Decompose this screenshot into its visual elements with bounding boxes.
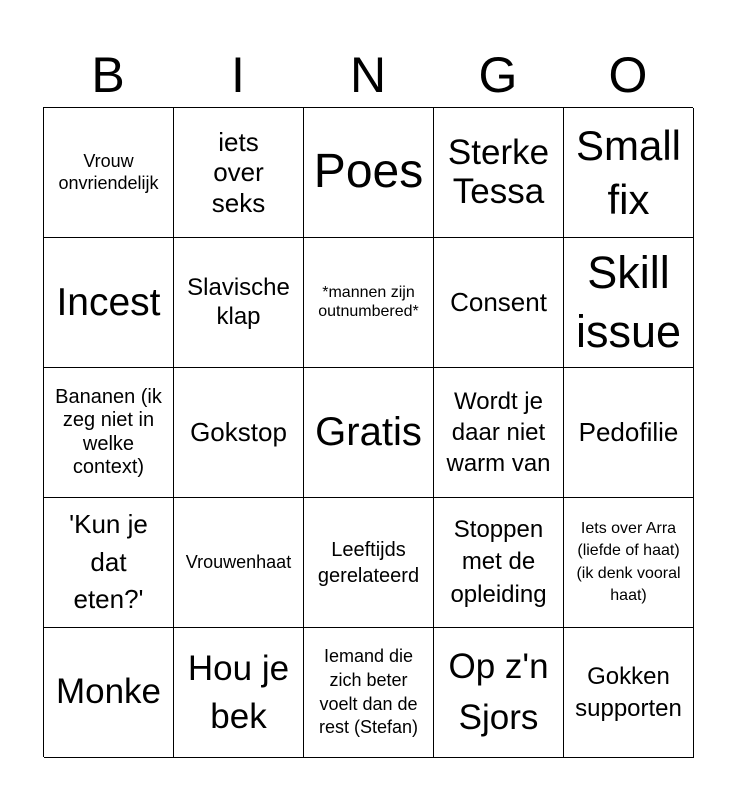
bingo-cell[interactable]: Op z'n Sjors — [434, 628, 564, 758]
bingo-cell[interactable]: Vrouwenhaat — [174, 498, 304, 628]
bingo-cell[interactable]: Hou je bek — [174, 628, 304, 758]
bingo-cell[interactable]: Consent — [434, 238, 564, 368]
header-letter-g: G — [478, 47, 518, 103]
bingo-cell[interactable]: Iets over Arra (liefde of haat) (ik denk vooral haat) — [564, 498, 694, 628]
bingo-grid — [43, 107, 693, 757]
bingo-cell[interactable]: Monke — [44, 628, 174, 758]
bingo-cell[interactable]: Vrouw onvriendelijk — [44, 108, 174, 238]
bingo-cell[interactable]: Small fix — [564, 108, 694, 238]
header-letter-b: B — [91, 47, 125, 103]
bingo-cell[interactable]: Stoppen met de opleiding — [434, 498, 564, 628]
bingo-cell[interactable]: Pedofilie — [564, 368, 694, 498]
bingo-cell[interactable]: Gratis — [304, 368, 434, 498]
bingo-cell[interactable]: Skill issue — [564, 238, 694, 368]
bingo-cell[interactable]: 'Kun je dat eten?' — [44, 498, 174, 628]
bingo-cell[interactable]: Bananen (ik zeg niet in welke context) — [44, 368, 174, 498]
header-letter-n: N — [349, 47, 387, 103]
header-letter-i: I — [231, 47, 245, 103]
bingo-cell[interactable]: *mannen zijn outnumbered* — [304, 238, 434, 368]
header-letter-o: O — [608, 47, 648, 103]
bingo-header — [43, 44, 693, 106]
bingo-cell[interactable]: Incest — [44, 238, 174, 368]
bingo-cell[interactable]: Poes — [304, 108, 434, 238]
bingo-cell[interactable]: Gokken supporten — [564, 628, 694, 758]
bingo-cell[interactable]: Gokstop — [174, 368, 304, 498]
bingo-cell[interactable]: iets over seks — [174, 108, 304, 238]
bingo-cell[interactable]: Slavische klap — [174, 238, 304, 368]
bingo-cell[interactable]: Iemand die zich beter voelt dan de rest (Stefan) — [304, 628, 434, 758]
bingo-cell[interactable]: Sterke Tessa — [434, 108, 564, 238]
bingo-cell[interactable]: Leeftijds gerelateerd — [304, 498, 434, 628]
bingo-cell[interactable]: Wordt je daar niet warm van — [434, 368, 564, 498]
